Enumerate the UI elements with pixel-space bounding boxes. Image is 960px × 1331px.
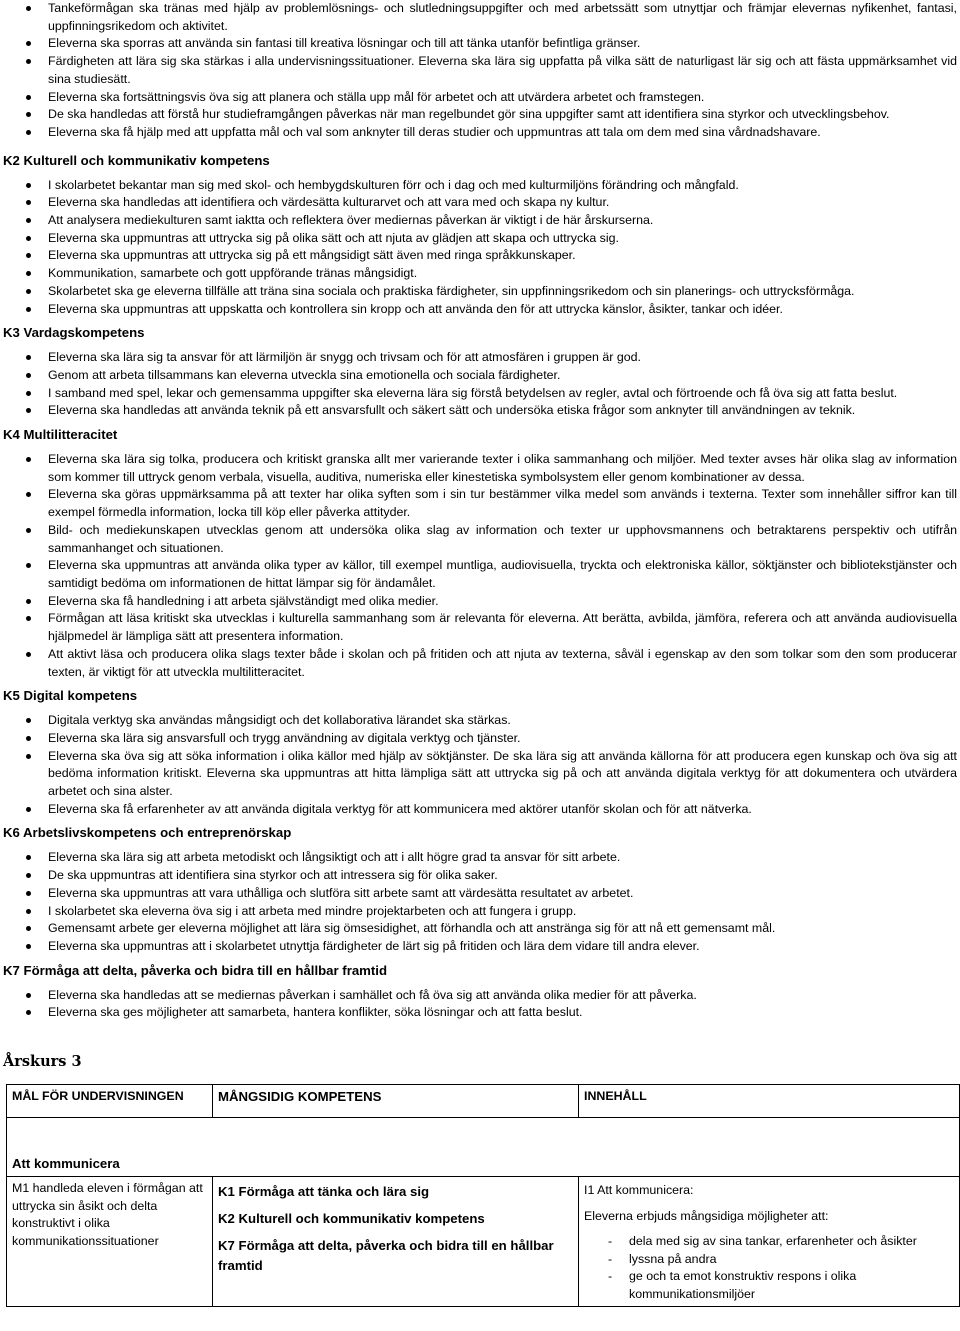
section-list: [3, 849, 957, 955]
list-item: Eleverna ska sporras att använda sin fantasi till kreativa lösningar och till att tänka utanför befintliga gränser.: [3, 35, 957, 53]
list-item: Kommunikation, samarbete och gott uppförande tränas mångsidigt.: [3, 265, 957, 283]
list-item: Genom att arbeta tillsammans kan eleverna utveckla sina emotionella och sociala färdigheter.: [3, 367, 957, 385]
list-item: Eleverna ska lära sig ansvarsfull och trygg användning av digitala verktyg och tjänster.: [3, 730, 957, 748]
column-header: MÅL FÖR UNDERVISNINGEN: [7, 1085, 213, 1118]
list-item: Eleverna ska lära sig ta ansvar för att lärmiljön är snygg och trivsam och för att atmosfären i gruppen är god.: [3, 349, 957, 367]
column-header: MÅNGSIDIG KOMPETENS: [213, 1085, 579, 1118]
intro-list: [3, 0, 957, 142]
list-item: Bild- och mediekunskapen utvecklas genom att undersöka olika slag av information och texter ur upphovsmannens och betraktarens perspektiv och utifrån sammanhanget och situationen.: [3, 522, 957, 557]
grade-heading: Årskurs 3: [3, 1053, 82, 1071]
table-subheading: Att kommunicera: [7, 1118, 960, 1177]
competence-cell: [213, 1177, 579, 1307]
section-list: [3, 712, 957, 818]
competence-item: K2 Kulturell och kommunikativ kompetens: [218, 1211, 485, 1227]
list-item: - lyssna på andra: [584, 1251, 954, 1269]
list-item: Eleverna ska uppmuntras att i skolarbetet utnyttja färdigheter de lärt sig på fritiden och lära dem vidare till andra elever.: [3, 938, 957, 956]
table-row: [7, 1177, 960, 1307]
list-item: Eleverna ska få erfarenheter av att använda digitala verktyg för att kommunicera med aktörer utanför skolan och för att nätverka.: [3, 801, 957, 819]
column-header: INNEHÅLL: [579, 1085, 960, 1118]
section-list: [3, 177, 957, 319]
list-item: Eleverna ska uppmuntras att uppskatta och kontrollera sin kropp och att använda den för att uttrycka känslor, åsikter, tankar och idéer.: [3, 301, 957, 319]
section-list: [3, 349, 957, 420]
list-item: - ge och ta emot konstruktiv respons i olika kommunikationsmiljöer: [584, 1268, 954, 1303]
curriculum-table: [6, 1084, 960, 1307]
list-item: Digitala verktyg ska användas mångsidigt och det kollaborativa lärandet ska stärkas.: [3, 712, 957, 730]
goal-cell: M1 handleda eleven i förmågan att uttrycka sin åsikt och delta konstruktivt i olika kommunikationssituationer: [7, 1177, 213, 1307]
table-subheading-row: [7, 1118, 960, 1177]
list-item: De ska handledas att förstå hur studieframgången påverkas när man regelbundet gör sina uppgifter samt att identifiera sina styrkor och utvecklingsbehov.: [3, 106, 957, 124]
list-item: Eleverna ska uppmuntras att uttrycka sig på olika sätt och att njuta av glädjen att skapa och uttrycka sig.: [3, 230, 957, 248]
list-item: I samband med spel, lekar och gemensamma uppgifter ska eleverna lära sig förstå betydelsen av regler, avtal och förtroende och få öva sig att fatta beslut.: [3, 385, 957, 403]
section-heading: K2 Kulturell och kommunikativ kompetens: [3, 152, 270, 168]
list-item: Eleverna ska lära sig att arbeta metodiskt och långsiktigt och att i allt högre grad ta ansvar för sitt arbete.: [3, 849, 957, 867]
section-heading: K4 Multilitteracitet: [3, 427, 118, 443]
list-item: Eleverna ska handledas att se mediernas påverkan i samhället och få öva sig att använda olika medier för att påverka.: [3, 987, 957, 1005]
list-item: - dela med sig av sina tankar, erfarenheter och åsikter: [584, 1233, 954, 1251]
list-item: Eleverna ska fortsättningsvis öva sig att planera och ställa upp mål för arbetet och att utvärdera arbetet och framstegen.: [3, 89, 957, 107]
list-item: Gemensamt arbete ger eleverna möjlighet att lära sig ömsesidighet, att förhandla och att anstränga sig för att nå ett gemensamt mål.: [3, 920, 957, 938]
list-item: Eleverna ska uppmuntras att använda olika typer av källor, till exempel muntliga, audiovisuella, tryckta och elektroniska källor, söktjänster och bibliotekstjänster och samtidigt bedöma om informationen de hittat lämpar sig för ändamålet.: [3, 557, 957, 592]
list-item: Eleverna ska handledas att använda teknik på ett ansvarsfullt och säkert sätt och undersöka etiska frågor som anknyter till användningen av teknik.: [3, 402, 957, 420]
section-heading: K5 Digital kompetens: [3, 688, 138, 704]
section-list: [3, 451, 957, 681]
section-list: [3, 987, 957, 1022]
list-item: Eleverna ska öva sig att söka information i olika källor med hjälp av söktjänster. De ska lära sig att använda källorna för att producera egen kunskap och öva sig att bedöma information kritiskt. Eleverna ska uppmuntras att hitta lämpliga sätt att uttrycka sig på och att använda digitala verktyg för att dokumentera och utvärdera arbetet och sina alster.: [3, 748, 957, 801]
content-intro: Eleverna erbjuds mångsidiga möjligheter att:: [584, 1208, 829, 1223]
list-item: Förmågan att läsa kritiskt ska utvecklas i kulturella sammanhang som är relevanta för eleverna. Att berätta, avbilda, jämföra, referera och att använda audiovisuella hjälpmedel är lämpliga sätt att presentera information.: [3, 610, 957, 645]
list-item: De ska uppmuntras att identifiera sina styrkor och att intressera sig för olika saker.: [3, 867, 957, 885]
content-list: [584, 1233, 954, 1303]
list-item: Att aktivt läsa och producera olika slags texter både i skolan och på fritiden och att njuta av texterna, såväl i egenskap av den som tolkar som den som producerar texten, är viktigt för att utveckla multilitteracitet.: [3, 646, 957, 681]
list-item: Tankeförmågan ska tränas med hjälp av problemlösnings- och slutledningsuppgifter och med arbetssätt som utnyttjar och främjar elevernas nyfikenhet, fantasi, uppfinningsrikedom och aktivitet.: [3, 0, 957, 35]
list-item: Eleverna ska ges möjligheter att samarbeta, hantera konflikter, söka lösningar och att fatta beslut.: [3, 1004, 957, 1022]
list-item: Eleverna ska göras uppmärksamma på att texter har olika syften som i sin tur bestämmer vilka medel som används i texterna. Texter som innehåller siffror kan till exempel förmedla information, locka till köp eller påverka attityder.: [3, 486, 957, 521]
competence-item: K1 Förmåga att tänka och lära sig: [218, 1184, 430, 1200]
competence-item: K7 Förmåga att delta, påverka och bidra till en hållbar framtid: [218, 1238, 554, 1274]
list-item: Eleverna ska uppmuntras att uttrycka sig på ett mångsidigt sätt även med ringa språkkunskaper.: [3, 247, 957, 265]
list-item: Eleverna ska handledas att identifiera och värdesätta kulturarvet och att vara med och skapa ny kultur.: [3, 194, 957, 212]
section-heading: K7 Förmåga att delta, påverka och bidra till en hållbar framtid: [3, 962, 388, 978]
list-item: Skolarbetet ska ge eleverna tillfälle att träna sina sociala och praktiska färdigheter, sin uppfinningsrikedom och sin planerings- och uttrycksförmåga.: [3, 283, 957, 301]
list-item: Eleverna ska uppmuntras att vara uthålliga och slutföra sitt arbete samt att värdesätta resultatet av arbetet.: [3, 885, 957, 903]
list-item: Eleverna ska lära sig tolka, producera och kritiskt granska allt mer varierande texter i olika sammanhang och miljöer. Med texter avses här olika slag av information som kommer till uttryck genom verbala, visuella, auditiva, numeriska eller kinestetiska symbolsystem eller genom kombinationer av dessa.: [3, 451, 957, 486]
list-item: Eleverna ska få hjälp med att uppfatta mål och val som anknyter till deras studier och uppmuntras att tala om dem med sina vårdnadshavare.: [3, 124, 957, 142]
table-header-row: [7, 1085, 960, 1118]
content-title: I1 Att kommunicera:: [584, 1183, 694, 1198]
section-heading: K3 Vardagskompetens: [3, 325, 145, 341]
list-item: I skolarbetet ska eleverna öva sig i att arbeta med mindre projektarbeten och att fungera i grupp.: [3, 903, 957, 921]
list-item: Att analysera mediekulturen samt iaktta och reflektera över mediernas påverkan är viktigt i de här årskurserna.: [3, 212, 957, 230]
content-cell: [579, 1177, 960, 1307]
section-heading: K6 Arbetslivskompetens och entreprenörskap: [3, 825, 292, 841]
list-item: Färdigheten att lära sig ska stärkas i alla undervisningssituationer. Eleverna ska lära sig uppfatta på vilka sätt de naturligast lär sig och att fästa uppmärksamhet vid sina studiesätt.: [3, 53, 957, 88]
list-item: I skolarbetet bekantar man sig med skol- och hembygdskulturen förr och i dag och med kulturmiljöns förändring och mångfald.: [3, 177, 957, 195]
list-item: Eleverna ska få handledning i att arbeta självständigt med olika medier.: [3, 593, 957, 611]
